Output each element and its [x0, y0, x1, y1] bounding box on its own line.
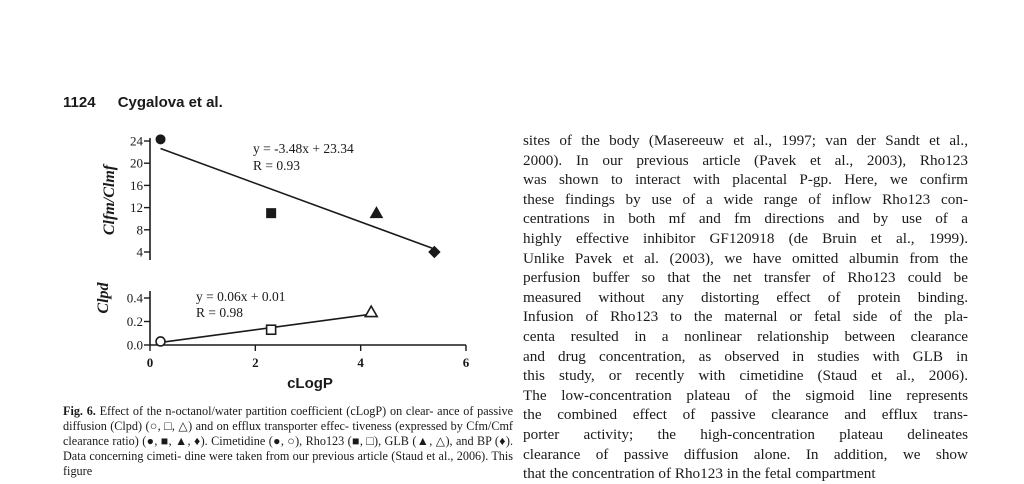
body-line: was shown to interact with placental P-gp. Here, we confirm: [523, 171, 968, 189]
body-line: sites of the body (Masereeuw et al., 1997; van der Sandt et al.,: [523, 132, 968, 149]
caption-line: (●, ○), Rho123 (■, □), GLB (▲, △), and BP (♦). Data concerning cimeti-: [63, 434, 514, 463]
top-y-tick-label: 8: [136, 222, 143, 238]
bottom-data-point: [156, 337, 165, 346]
body-line: the combined effect of passive clearance and efflux trans-: [523, 406, 968, 424]
top-y-tick-label: 20: [130, 155, 143, 171]
bottom-y-tick-label: 0.2: [126, 314, 143, 329]
bottom-y-tick-labels: [127, 291, 144, 353]
body-line: Unlike Pavek et al. (2003), we have omitted albumin from the: [523, 249, 968, 267]
body-line: Infusion of Rho123 to the maternal or fetal side of the pla-: [523, 308, 968, 326]
top-y-tick-label: 4: [136, 244, 143, 260]
body-text-column: [523, 131, 968, 484]
top-y-tick-label: 12: [130, 200, 143, 216]
body-line: highly effective inhibitor GF120918 (de Bruin et al., 1999).: [523, 229, 968, 247]
caption-line: Effect of the n-octanol/water partition coefficient (cLogP) on clear-: [99, 404, 434, 418]
x-tick-labels: [147, 355, 470, 370]
x-tick-label: 6: [462, 355, 470, 370]
bottom-data-point: [267, 325, 276, 334]
x-tick-label: 2: [252, 355, 259, 370]
body-line: that the concentration of Rho123 in the fetal compartment: [523, 465, 876, 483]
body-line: The low-concentration plateau of the sigmoid line represents: [523, 386, 968, 404]
top-y-tick-labels: [130, 134, 144, 260]
x-tick-label: 4: [357, 355, 364, 370]
caption-line: tiveness (expressed by Cfm/Cmf clearance ratio) (●, ■, ▲, ♦). Cimetidine: [63, 419, 513, 448]
top-y-axis-label: Clfm/Clmf: [101, 164, 118, 236]
body-line: centa resulted in a nonlinear relationship between clearance: [523, 327, 968, 345]
body-line: and drug concentration, as observed in studies with GLB in: [523, 347, 968, 365]
body-line: measured without any distorting effect of protein binding.: [523, 288, 968, 306]
bottom-y-tick-label: 0.0: [126, 337, 143, 353]
caption-line: dine were taken from our previous article (Staud et al., 2006). This figure: [63, 449, 514, 478]
ticks: [144, 141, 466, 351]
body-line: porter activity; the high-concentration plateau delineates: [523, 425, 968, 443]
top-data-point: [267, 209, 276, 218]
page-number: 1124: [63, 94, 96, 111]
caption-label: Fig. 6.: [63, 404, 96, 418]
x-axis-label: cLogP: [287, 375, 333, 392]
top-data-point: [370, 207, 382, 218]
top-r-value: R = 0.93: [253, 158, 300, 173]
body-line: this study, or recently with cimetidine (Staud et al., 2006).: [523, 367, 968, 385]
bottom-equation: y = 0.06x + 0.01: [196, 289, 286, 304]
caption-line: ance of passive diffusion (Clpd) (○, □, △) and on efflux transporter effec-: [63, 404, 513, 433]
running-authors: Cygalova et al.: [117, 94, 223, 111]
body-line: perfusion buffer so that the net transfer of Rho123 could be: [523, 269, 968, 287]
top-y-tick-label: 16: [130, 177, 143, 193]
top-y-tick-label: 24: [130, 133, 143, 149]
body-line: centrations in both mf and fm directions and by use of a: [523, 210, 968, 228]
bottom-r-value: R = 0.98: [196, 305, 243, 320]
figure-caption: [63, 404, 513, 479]
bottom-y-axis-label: Clpd: [95, 282, 112, 314]
body-line: 2000). In our previous article (Pavek et al., 2003), Rho123: [523, 151, 968, 169]
bottom-y-tick-label: 0.4: [126, 290, 143, 306]
figure-6: [0, 0, 520, 400]
body-line: these findings by use of a wide range of inflow Rho123 con-: [523, 190, 968, 208]
body-line: clearance of passive diffusion alone. In addition, we show: [523, 445, 968, 463]
x-tick-label: 0: [146, 355, 154, 370]
top-data-point: [156, 135, 165, 144]
top-equation: y = -3.48x + 23.34: [253, 141, 354, 156]
bottom-data-point: [365, 306, 377, 317]
